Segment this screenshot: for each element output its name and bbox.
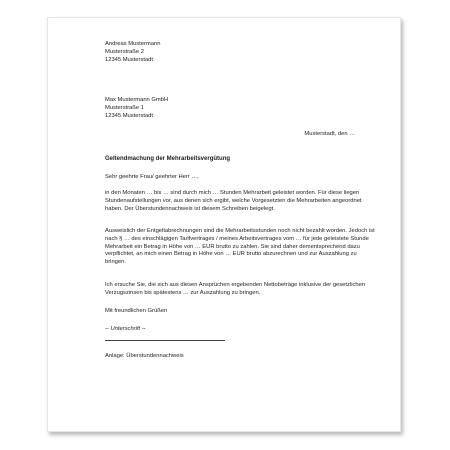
closing: Mit freundlichen Grüßen bbox=[105, 308, 168, 314]
letter-page bbox=[47, 17, 401, 432]
recipient-name: Max Mustermann GmbH bbox=[105, 97, 169, 103]
signature-line bbox=[105, 340, 225, 341]
recipient-street: Musterstraße 1 bbox=[105, 104, 144, 111]
place-date: Musterstadt, den … bbox=[304, 131, 355, 137]
signature-placeholder: -- Unterschrift -- bbox=[105, 326, 146, 332]
subject-line: Geltendmachung der Mehrarbeitsvergütung bbox=[105, 156, 231, 162]
recipient-address bbox=[105, 97, 377, 120]
salutation: Sehr geehrte Frau/ geehrter Herr …, bbox=[105, 174, 199, 180]
sender-address bbox=[105, 41, 377, 64]
paragraph-1: in den Monaten … bis … sind durch mich … Stunden Mehrarbeit geleistet worden. Für diese liegen Stundenaufstellungen vor, aus denen sich ergibt, welche Vorgesetzten die Mehrarbeiten angeordnet haben. Der Überstundennachweis ist diesem Schreiben beigelegt. bbox=[105, 190, 362, 212]
sender-city: 12345 Musterstadt bbox=[105, 56, 154, 63]
paragraph-2: Ausweislich der Entgeltabrechnungen sind die Mehrarbeitsstunden noch nicht bezahlt worden. Jedoch ist nach § … des einschlägigen Tarifvertrages / meines Arbeitsvertrages vom … für jede geleistete Stunde Mehrarbeit ein Betrag in Höhe von … EUR brutto zu zahlen. Sie sind daher dementsprechend dazu verpflichtet, an mich einen Betrag in Höhe von … EUR brutto abzurechnen und zur Auszahlung zu bringen. bbox=[105, 228, 375, 266]
sender-name: Andreas Mustermann bbox=[105, 41, 161, 47]
attachment-note: Anlage: Überstundennachweis bbox=[105, 353, 184, 359]
recipient-city: 12345 Musterstadt bbox=[105, 112, 154, 119]
paragraph-3: Ich ersuche Sie, die sich aus diesen Ansprüchen ergebenden Nettobeträge inklusive der gesetzlichen Verzugszinsen bis spätestens … zur Auszahlung zu bringen. bbox=[105, 282, 366, 296]
sender-street: Musterstraße 2 bbox=[105, 48, 144, 55]
